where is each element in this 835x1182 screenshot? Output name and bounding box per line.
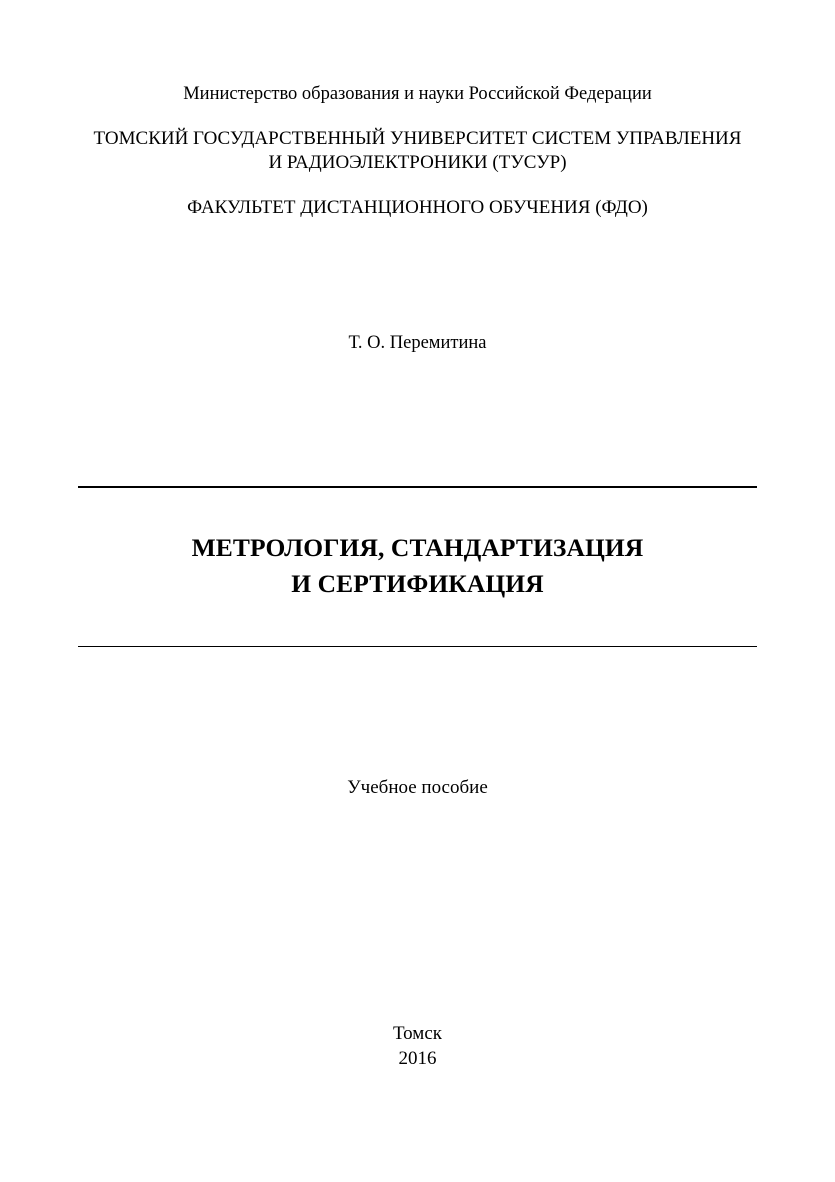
university-name-line2: И РАДИОЭЛЕКТРОНИКИ (ТУСУР)	[268, 152, 567, 173]
title-top-rule	[78, 486, 757, 488]
publication-year: 2016	[398, 1048, 437, 1069]
book-type: Учебное пособие	[347, 777, 488, 798]
university-name-line1: ТОМСКИЙ ГОСУДАРСТВЕННЫЙ УНИВЕРСИТЕТ СИСТЕМ УПРАВЛЕНИЯ	[93, 128, 742, 149]
title-bottom-rule	[78, 646, 757, 647]
university-name	[0, 127, 835, 175]
ministry-name: Министерство образования и науки Российской Федерации	[183, 84, 652, 104]
book-title-line1: МЕТРОЛОГИЯ, СТАНДАРТИЗАЦИЯ	[191, 533, 644, 562]
book-title	[0, 530, 835, 602]
faculty-name: ФАКУЛЬТЕТ ДИСТАНЦИОННОГО ОБУЧЕНИЯ (ФДО)	[187, 197, 648, 218]
book-title-line2: И СЕРТИФИКАЦИЯ	[291, 569, 544, 598]
author-name: Т. О. Перемитина	[348, 333, 487, 353]
publication-city: Томск	[392, 1023, 442, 1044]
